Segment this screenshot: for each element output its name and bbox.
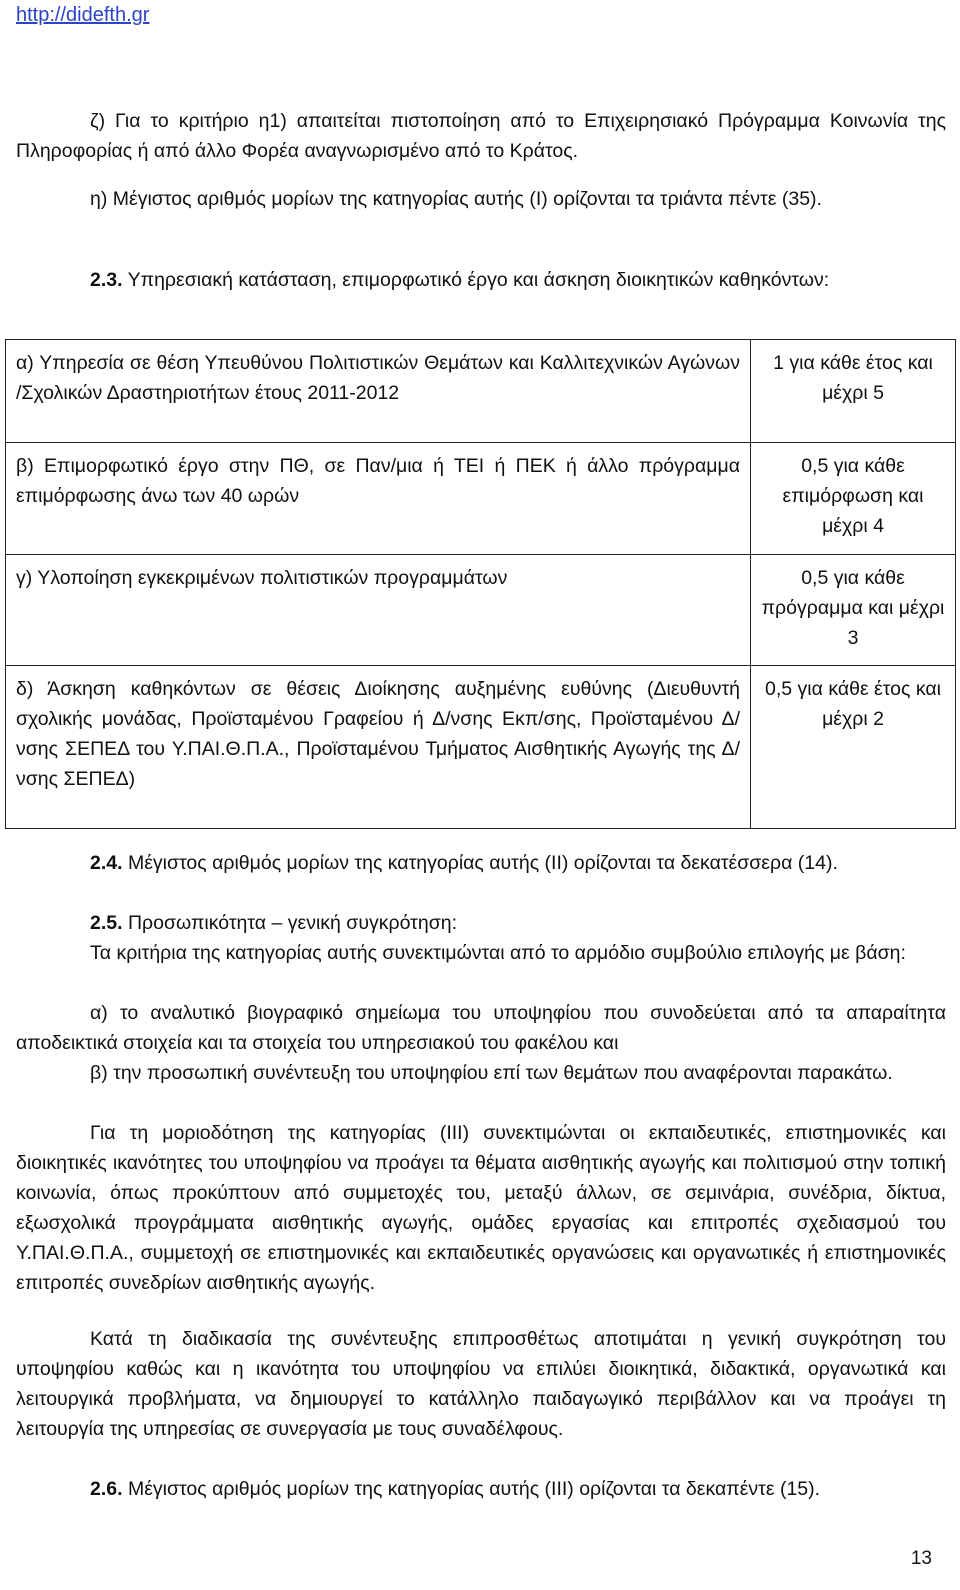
criterion-cell: δ) Άσκηση καθηκόντων σε θέσεις Διοίκησης αυξημένης ευθύνης (Διευθυντή σχολικής μονάδας, Προϊσταμένου Γραφείου ή Δ/νσης Εκπ/σης, Προϊσταμένου Δ/νσης ΣΕΠΕΔ του Υ.ΠΑΙ.Θ.Π.Α., Προϊσταμένου Τμήματος Αισθητικής Αγωγής της Δ/νσης ΣΕΠΕΔ) [6, 666, 751, 829]
table-row [6, 340, 956, 443]
paragraph-eta: η) Μέγιστος αριθμός μορίων της κατηγορίας αυτής (Ι) ορίζονται τα τριάντα πέντε (35). [90, 188, 822, 210]
section-2-5-title: Προσωπικότητα – γενική συγκρότηση: [127, 912, 457, 934]
section-2-5-number: 2.5. [90, 912, 123, 934]
criterion-cell: β) Επιμορφωτικό έργο στην ΠΘ, σε Παν/μια ή ΤΕΙ ή ΠΕΚ ή άλλο πρόγραμμα επιμόρφωσης άνω των 40 ωρών [6, 443, 751, 555]
section-2-5-paragraph: α) το αναλυτικό βιογραφικό σημείωμα του υποψηφίου που συνοδεύεται από τα απαραίτητα αποδεικτικά στοιχεία και τα στοιχεία του υπηρεσιακού του φακέλου και [16, 1002, 946, 1054]
section-2-5-paragraph: Κατά τη διαδικασία της συνέντευξης επιπροσθέτως αποτιμάται η γενική συγκρότηση του υποψηφίου καθώς και η ικανότητα του υποψηφίου να επιλύει διοικητικά, διδακτικά, οργανωτικά και λειτουργικά προβλήματα, να δημιουργεί το κατάλληλο παιδαγωγικό περιβάλλον και να προάγει τη λειτουργία της υπηρεσίας σε συνεργασία με τους συναδέλφους. [16, 1328, 946, 1440]
section-2-3-number: 2.3. [90, 269, 123, 291]
section-2-6-number: 2.6. [90, 1478, 123, 1500]
points-cell: 1 για κάθε έτος και μέχρι 5 [751, 340, 956, 443]
page-number: 13 [910, 1548, 932, 1569]
section-2-6 [16, 1474, 946, 1504]
site-link[interactable]: http://didefth.gr [16, 4, 150, 26]
points-cell: 0,5 για κάθε έτος και μέχρι 2 [751, 666, 956, 829]
table-row [6, 666, 956, 829]
section-2-5-paragraph: Για τη μοριοδότηση της κατηγορίας (ΙΙΙ) συνεκτιμώνται οι εκπαιδευτικές, επιστημονικές και διοικητικές ικανότητες του υποψηφίου να προάγει τα θέματα αισθητικής αγωγής και πολιτισμού στην τοπική κοινωνία, όπως προκύπτουν από συμμετοχές του, μεταξύ άλλων, σε σεμινάρια, συνέδρια, δίκτυα, εξωσχολικά προγράμματα αισθητικής αγωγής, ομάδες εργασίας και επιτροπές σχεδιασμού του Υ.ΠΑΙ.Θ.Π.Α., συμμετοχή σε επιστημονικές και εκπαιδευτικές οργανώσεις και οργανωτικές ή επιστημονικές επιτροπές συνεδρίων αισθητικής αγωγής. [16, 1122, 946, 1294]
section-2-5-paragraph: Τα κριτήρια της κατηγορίας αυτής συνεκτιμώνται από το αρμόδιο συμβούλιο επιλογής με βάση: [90, 942, 906, 964]
section-2-3-title: Υπηρεσιακή κατάσταση, επιμορφωτικό έργο και άσκηση διοικητικών καθηκόντων: [127, 269, 830, 291]
section-2-3-heading [16, 265, 946, 295]
points-cell: 0,5 για κάθε πρόγραμμα και μέχρι 3 [751, 555, 956, 666]
points-cell: 0,5 για κάθε επιμόρφωση και μέχρι 4 [751, 443, 956, 555]
paragraph-zeta: ζ) Για το κριτήριο η1) απαιτείται πιστοποίηση από το Επιχειρησιακό Πρόγραμμα Κοινωνία της Πληροφορίας ή από άλλο Φορέα αναγνωρισμένο από το Κράτος. [16, 110, 946, 162]
section-2-4-text: Μέγιστος αριθμός μορίων της κατηγορίας αυτής (ΙΙ) ορίζονται τα δεκατέσσερα (14). [127, 852, 838, 874]
criterion-cell: α) Υπηρεσία σε θέση Υπευθύνου Πολιτιστικών Θεμάτων και Καλλιτεχνικών Αγώνων /Σχολικών Δραστηριοτήτων έτους 2011-2012 [6, 340, 751, 443]
section-2-6-text: Μέγιστος αριθμός μορίων της κατηγορίας αυτής (ΙΙΙ) ορίζονται τα δεκαπέντε (15). [127, 1478, 821, 1500]
section-2-4-number: 2.4. [90, 852, 123, 874]
section-2-4 [16, 848, 946, 878]
section-2-5-paragraph: β) την προσωπική συνέντευξη του υποψηφίου επί των θεμάτων που αναφέρονται παρακάτω. [90, 1062, 893, 1084]
table-row [6, 555, 956, 666]
table-row [6, 443, 956, 555]
criteria-table [5, 339, 956, 829]
section-2-5-heading [16, 908, 946, 938]
criterion-cell: γ) Υλοποίηση εγκεκριμένων πολιτιστικών προγραμμάτων [6, 555, 751, 666]
